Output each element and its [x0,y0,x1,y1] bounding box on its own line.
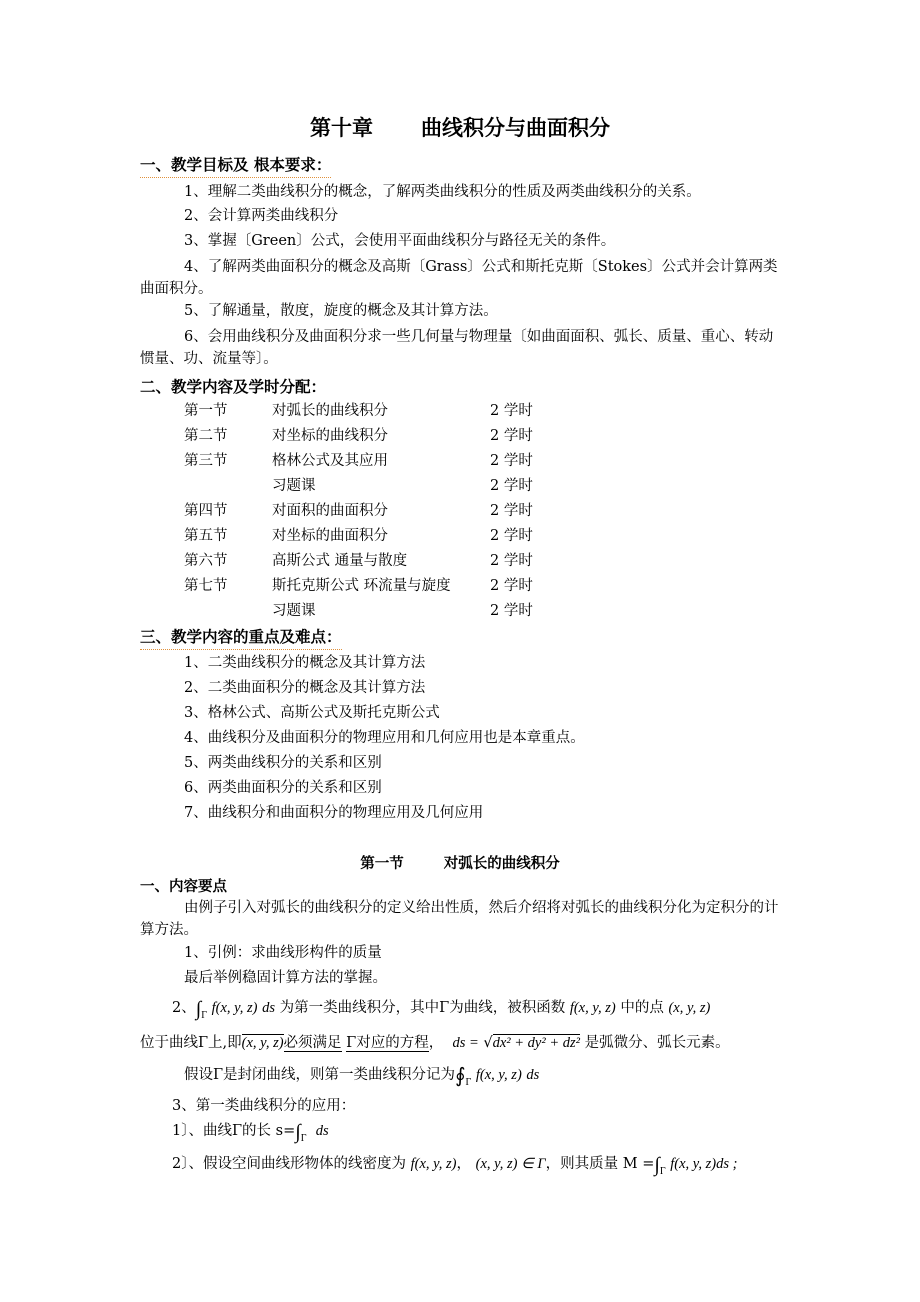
example-line: 1、引例：求曲线形构件的质量 [184,945,382,961]
keypoint-item: 7、曲线积分和曲面积分的物理应用及几何应用 [184,805,484,821]
schedule-topic: 习题课 [272,603,316,619]
goal-item: 1、理解二类曲线积分的概念，了解两类曲线积分的性质及两类曲线积分的关系。 [184,184,701,200]
content-heading: 一、内容要点 [140,879,227,895]
goal-item: 2、会计算两类曲线积分 [184,208,339,224]
keypoint-item: 1、二类曲线积分的概念及其计算方法 [184,655,426,671]
practice-line: 最后举例稳固计算方法的掌握。 [184,970,387,986]
keypoint-item: 5、两类曲线积分的关系和区别 [184,755,382,771]
schedule-hours: 2 学时 [490,528,533,544]
schedule-topic: 习题课 [272,478,316,494]
schedule-topic: 格林公式及其应用 [272,453,388,469]
schedule-topic: 对弧长的曲线积分 [272,403,388,419]
schedule-section: 第三节 [184,453,228,469]
schedule-section: 第五节 [184,528,228,544]
goal-item: 4、了解两类曲面积分的概念及高斯〔Grass〕公式和斯托克斯〔Stokes〕公式并会计算两类曲面积分。 [140,259,778,297]
keypoint-item: 6、两类曲面积分的关系和区别 [184,780,382,796]
schedule-hours: 2 学时 [490,428,533,444]
integral-sign: ∫ [195,998,202,1020]
schedule-section: 第六节 [184,553,228,569]
goals-heading: 一、教学目标及 根本要求： [140,154,331,178]
section-number: 第一节 [360,856,404,872]
chapter-number: 第十章 [310,116,373,140]
applications-line: 3、第一类曲线积分的应用： [172,1098,356,1114]
schedule-section: 第四节 [184,503,228,519]
schedule-hours: 2 学时 [490,453,533,469]
intro-paragraph: 由例子引入对弧长的曲线积分的定义给出性质，然后介绍将对弧长的曲线积分化为定积分的计算方法。 [140,900,779,938]
definition-line: 2、$\int_\Gamma$ f(x, y, z) ds 为第一类曲线积分，其中Γ为曲线，被积函数 f(x, y, z) 中的点 (x, y, z) [172,998,711,1021]
schedule-topic: 对面积的曲面积分 [272,503,388,519]
section-title [0,852,920,873]
goal-item: 6、会用曲线积分及曲面积分求一些几何量与物理量〔如曲面面积、弧长、质量、重心、转动惯量、功、流量等〕。 [140,329,774,367]
schedule-topic: 对坐标的曲面积分 [272,528,388,544]
schedule-hours: 2 学时 [490,603,533,619]
schedule-section: 第二节 [184,428,228,444]
length-app-line: 1〕、曲线Γ的长 $s=\int_\Gamma$ ds [172,1121,329,1144]
schedule-section: 第七节 [184,578,228,594]
closed-curve-line: 假设Γ是封闭曲线，则第一类曲线积分记为$∮_\Gamma$ f(x, y, z) ds [184,1065,540,1088]
integral-sign: ∫ [295,1121,301,1143]
keypoints-heading: 三、教学内容的重点及难点： [140,626,342,650]
integral-sign: ∫ [654,1154,660,1176]
schedule-hours: 2 学时 [490,553,533,569]
schedule-hours: 2 学时 [490,403,533,419]
chapter-name: 曲线积分与曲面积分 [421,116,610,140]
sqrt-icon: √ [483,1035,493,1051]
schedule-section: 第一节 [184,403,228,419]
schedule-topic: 斯托克斯公式 环流量与旋度 [272,578,451,594]
schedule-hours: 2 学时 [490,478,533,494]
schedule-hours: 2 学时 [490,503,533,519]
keypoint-item: 4、曲线积分及曲面积分的物理应用和几何应用也是本章重点。 [184,730,585,746]
schedule-topic: 高斯公式 通量与散度 [272,553,408,569]
keypoint-item: 2、二类曲面积分的概念及其计算方法 [184,680,426,696]
definition-line-2: 位于曲线Γ上,即(x, y, z)必须满足 Γ对应的方程， ds = √dx² + dy² + dz² 是弧微分、弧长元素。 [140,1035,730,1051]
mass-app-line: 2〕、假设空间曲线形物体的线密度为 f(x, y, z)， (x, y, z) ∈ Γ，则其质量 $M =\int_\Gamma$ f(x, y, z)ds ; [172,1154,738,1177]
schedule-hours: 2 学时 [490,578,533,594]
section-name: 对弧长的曲线积分 [443,856,560,872]
keypoint-item: 3、格林公式、高斯公式及斯托克斯公式 [184,705,440,721]
chapter-title [0,112,920,142]
schedule-topic: 对坐标的曲线积分 [272,428,388,444]
schedule-heading: 二、教学内容及学时分配： [140,378,327,396]
goal-item: 3、掌握〔Green〕公式，会使用平面曲线积分与路径无关的条件。 [184,233,616,249]
goal-item: 5、了解通量，散度，旋度的概念及其计算方法。 [184,303,498,319]
contour-integral-sign: ∮ [455,1065,466,1087]
